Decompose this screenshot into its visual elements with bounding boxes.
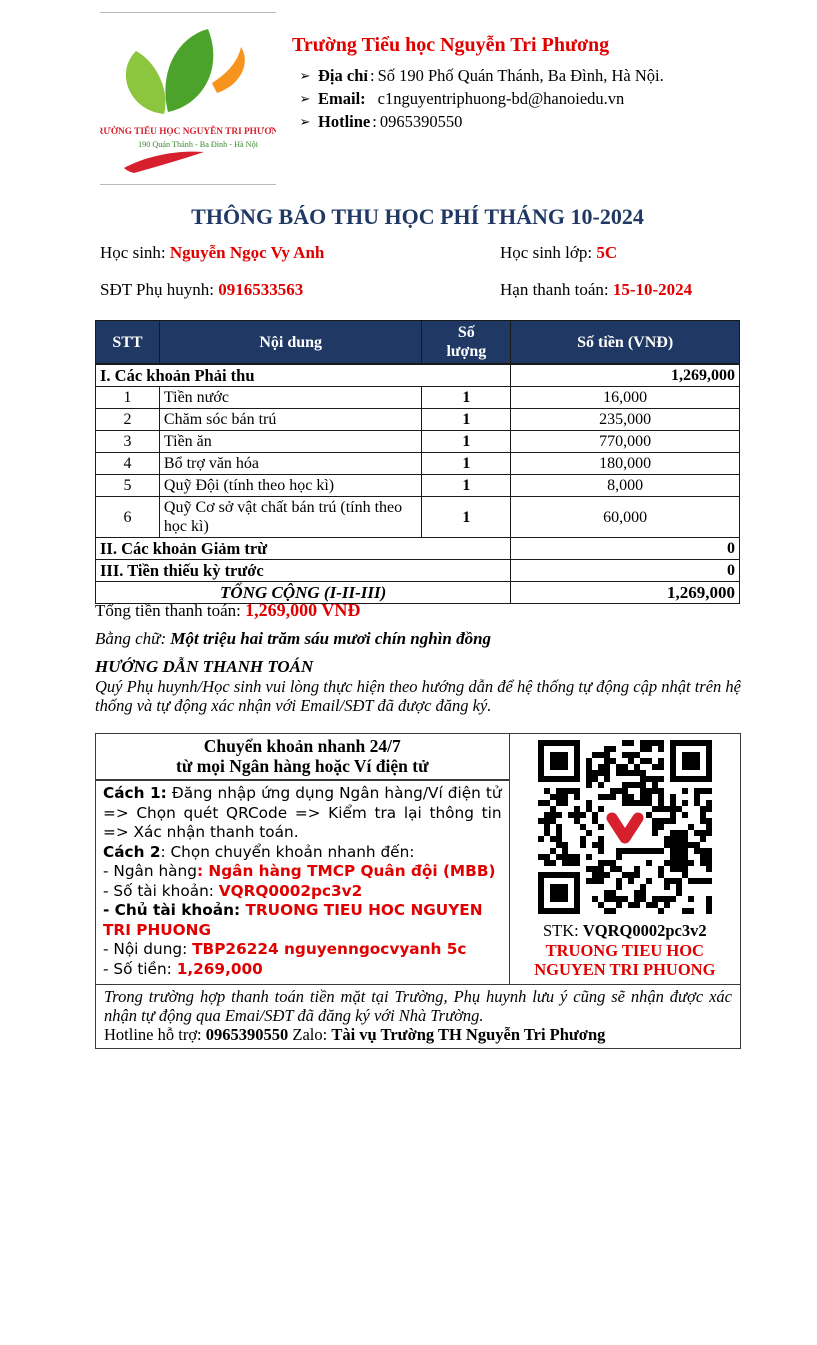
row-stt: 5 (96, 475, 160, 497)
row-qty: 1 (422, 475, 511, 497)
cash-note (96, 985, 741, 1049)
transfer-header-line2: từ mọi Ngân hàng hoặc Ví điện tử (176, 756, 429, 776)
stk-value: VQRQ0002pc3v2 (582, 921, 707, 940)
table-row (96, 431, 740, 453)
content-label: - Nội dung: (103, 940, 193, 958)
table-row (96, 475, 740, 497)
account-line (103, 882, 502, 902)
row-name: Bổ trợ văn hóa (159, 453, 422, 475)
total-payment-value: 1,269,000 VNĐ (245, 600, 361, 620)
section-label: III. Tiền thiếu kỳ trước (96, 560, 511, 582)
fee-table-header-row (96, 321, 740, 365)
bank-label: - Ngân hàng (103, 862, 197, 880)
amount-in-words-line (95, 629, 741, 649)
qr-code (512, 740, 738, 919)
row-stt: 4 (96, 453, 160, 475)
logo-school-name: TRƯỜNG TIỂU HỌC NGUYỄN TRI PHƯƠNG (100, 127, 276, 137)
row-stt: 6 (96, 497, 160, 538)
hotline-value: 0965390550 (379, 112, 463, 131)
section-row-previous-balance (96, 560, 740, 582)
zalo-label: Zalo: (288, 1025, 332, 1044)
zalo-value: Tài vụ Trường TH Nguyễn Tri Phương (331, 1025, 606, 1044)
total-payment-label: Tổng tiền thanh toán: (95, 601, 246, 620)
account-label: - Số tài khoản: (103, 881, 219, 900)
table-row (96, 409, 740, 431)
table-row (96, 453, 740, 475)
row-qty: 1 (422, 409, 511, 431)
row-amount: 8,000 (511, 475, 740, 497)
holder-line (103, 901, 502, 940)
bullet-arrow-icon: ➢ (299, 68, 311, 83)
payment-guide-title: HƯỚNG DẪN THANH TOÁN (95, 657, 314, 676)
payment-instructions (96, 780, 510, 985)
holder-label: - Chủ tài khoản: (103, 901, 246, 919)
stk-label: STK: (542, 921, 583, 940)
student-class-value: 5C (596, 243, 618, 262)
row-qty: 1 (422, 497, 511, 538)
method2-label: Cách 2 (103, 842, 161, 861)
section-amount: 1,269,000 (511, 364, 740, 387)
row-name: Chăm sóc bán trú (159, 409, 422, 431)
school-email-line (292, 87, 664, 110)
section-amount: 0 (511, 560, 740, 582)
red-swoosh-icon (124, 152, 204, 173)
transfer-header (96, 734, 510, 781)
student-name-label: Học sinh: (100, 243, 170, 262)
student-class-label: Học sinh lớp: (500, 243, 597, 262)
header (100, 12, 745, 185)
school-address-line (292, 64, 664, 87)
parent-phone-label: SĐT Phụ huynh: (100, 280, 219, 299)
row-name: Quỹ Cơ sở vật chất bán trú (tính theo học kì) (159, 497, 422, 538)
total-amount: 1,269,000 (511, 582, 740, 604)
row-qty: 1 (422, 453, 511, 475)
fee-table (95, 320, 740, 604)
bank-line (103, 862, 502, 882)
qr-panel (509, 734, 740, 985)
total-label: TỔNG CỘNG (I-II-III) (96, 582, 511, 604)
row-amount: 180,000 (511, 453, 740, 475)
table-row (96, 497, 740, 538)
row-name: Quỹ Đội (tính theo học kì) (159, 475, 422, 497)
school-logo (100, 12, 276, 185)
section-label: II. Các khoản Giảm trừ (96, 538, 511, 560)
row-name: Tiền nước (159, 387, 422, 409)
logo-address: 190 Quán Thánh - Ba Đình - Hà Nội (138, 140, 258, 149)
section-row-receivables (96, 364, 740, 387)
qr-holder-line1: TRUONG TIEU HOC (545, 941, 704, 960)
method2-text: : Chọn chuyển khoản nhanh đến: (160, 842, 415, 861)
col-header-qty: Số lượng (422, 321, 511, 365)
method1-text: Đăng nhập ứng dụng Ngân hàng/Ví điện tử => Chọn quét QRCode => Kiểm tra lại thông tin => Xác nhận thanh toán. (103, 784, 502, 841)
student-name-line (100, 243, 500, 263)
parent-phone-value: 0916533563 (218, 280, 304, 299)
page-title: THÔNG BÁO THU HỌC PHÍ THÁNG 10-2024 (191, 204, 644, 229)
section-amount: 0 (511, 538, 740, 560)
email-label: Email: (318, 89, 366, 108)
due-date-line (500, 280, 700, 300)
hotline-sep: : (372, 112, 377, 131)
summary (95, 600, 741, 715)
amount-in-words-label: Bằng chữ: (95, 629, 171, 648)
col-header-amount: Số tiền (VNĐ) (511, 321, 740, 365)
row-amount: 60,000 (511, 497, 740, 538)
account-value: VQRQ0002pc3v2 (218, 881, 363, 900)
school-name: Trường Tiểu học Nguyễn Tri Phương (292, 34, 610, 56)
row-amount: 16,000 (511, 387, 740, 409)
row-stt: 2 (96, 409, 160, 431)
content-line (103, 940, 502, 960)
method1-label: Cách 1: (103, 784, 167, 802)
section-label: I. Các khoản Phải thu (96, 364, 511, 387)
school-hotline-line (292, 110, 664, 133)
qr-holder-line2: NGUYEN TRI PHUONG (534, 960, 716, 979)
table-row (96, 387, 740, 409)
payment-box (95, 733, 741, 1049)
method1-line (103, 784, 502, 843)
account-number-line (512, 921, 738, 941)
school-info (292, 12, 664, 185)
row-name: Tiền ăn (159, 431, 422, 453)
email-value: c1nguyentriphuong-bd@hanoiedu.vn (377, 89, 625, 108)
due-date-value: 15-10-2024 (612, 280, 693, 299)
transfer-header-line1: Chuyển khoản nhanh 24/7 (203, 736, 401, 756)
amount-in-words-value: Một triệu hai trăm sáu mươi chín nghìn đồng (170, 629, 492, 648)
row-stt: 3 (96, 431, 160, 453)
amount-label: - Số tiền: (103, 959, 177, 978)
method2-line (103, 843, 502, 863)
content-value: TBP26224 nguyenngocvyanh 5c (192, 940, 467, 958)
cash-note-text: Trong trường hợp thanh toán tiền mặt tại Trường, Phụ huynh lưu ý cũng sẽ nhận được xác nhận tự động qua Emai/SĐT đã đăng ký với Nhà Trường. (104, 987, 732, 1025)
bullet-arrow-icon: ➢ (299, 114, 311, 129)
support-hotline-label: Hotline hỗ trợ: (104, 1025, 206, 1044)
bullet-arrow-icon: ➢ (299, 91, 311, 106)
orange-swoosh-icon (212, 47, 245, 93)
total-payment-line (95, 600, 741, 621)
amount-line (103, 960, 502, 980)
hotline-label: Hotline (318, 112, 371, 131)
student-name-value: Nguyễn Ngọc Vy Anh (169, 243, 325, 262)
school-logo-icon (100, 21, 276, 173)
parent-phone-line (100, 280, 500, 300)
address-label: Địa chỉ (318, 66, 368, 85)
student-info (100, 243, 740, 300)
payment-guide-text: Quý Phụ huynh/Học sinh vui lòng thực hiện theo hướng dẫn để hệ thống tự động cập nhật trên hệ thống và tự động xác nhận với Email/SĐT đã được đăng ký. (95, 677, 741, 715)
support-line (104, 1025, 732, 1045)
student-class-line (500, 243, 700, 263)
holder-value: TRUONG TIEU HOC NGUYEN TRI PHUONG (103, 901, 483, 939)
address-value: Số 190 Phố Quán Thánh, Ba Đình, Hà Nội. (377, 66, 664, 85)
amount-value: 1,269,000 (176, 959, 263, 978)
leaf-right-icon (165, 29, 213, 112)
bank-value: : Ngân hàng TMCP Quân đội (MBB) (196, 862, 496, 880)
row-amount: 235,000 (511, 409, 740, 431)
due-date-label: Hạn thanh toán: (500, 280, 613, 299)
col-header-content: Nội dung (159, 321, 422, 365)
row-stt: 1 (96, 387, 160, 409)
section-row-deductions (96, 538, 740, 560)
col-header-stt: STT (96, 321, 160, 365)
row-amount: 770,000 (511, 431, 740, 453)
support-hotline-value: 0965390550 (205, 1025, 289, 1044)
leaf-left-icon (126, 51, 166, 114)
address-sep: : (369, 66, 375, 85)
row-qty: 1 (422, 387, 511, 409)
row-qty: 1 (422, 431, 511, 453)
